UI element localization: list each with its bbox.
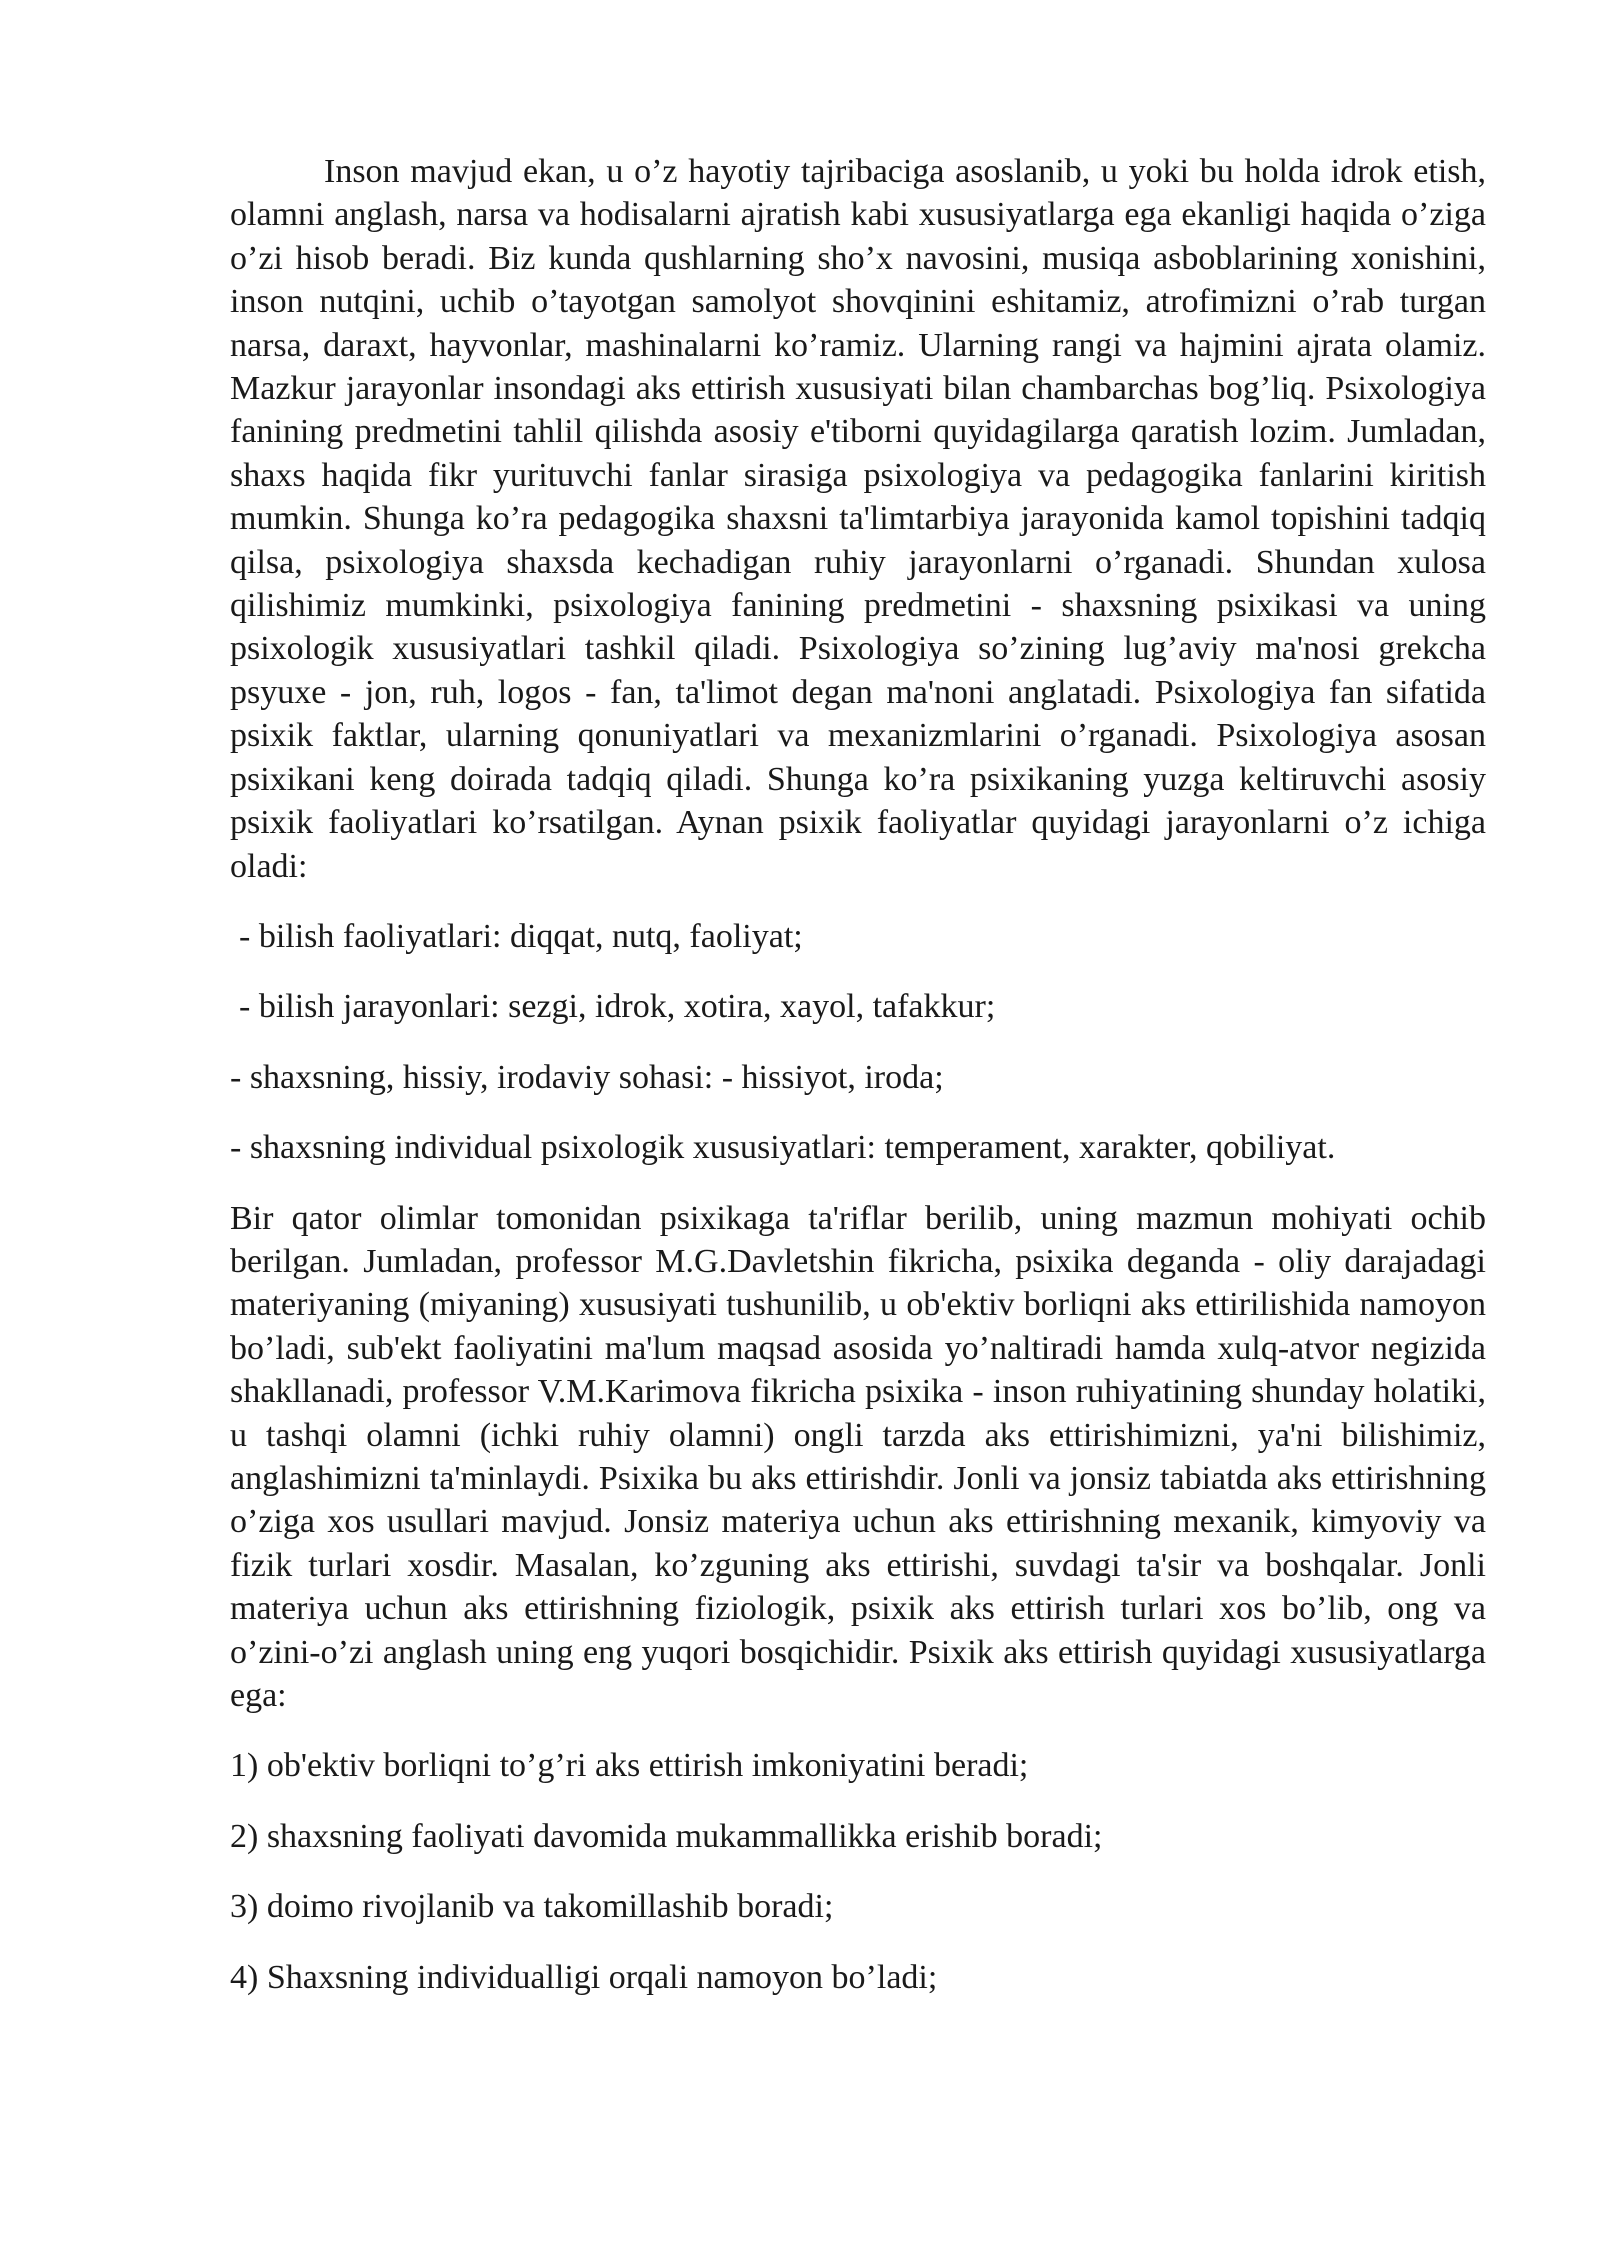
list-item-individual-traits: - shaxsning individual psixologik xususiyatlari: temperament, xarakter, qobiliyat. (230, 1129, 1336, 1167)
list-item-property-1: 1) ob'ektiv borliqni to’g’ri aks ettirish imkoniyatini beradi; (230, 1747, 1029, 1785)
activities-list (230, 915, 1486, 1170)
list-item-property-3: 3) doimo rivojlanib va takomillashib boradi; (230, 1888, 834, 1926)
list-item-cognitive-processes: - bilish jarayonlari: sezgi, idrok, xotira, xayol, tafakkur; (239, 988, 996, 1026)
list-item-property-2: 2) shaxsning faoliyati davomida mukammallikka erishib boradi; (230, 1817, 1103, 1855)
paragraph-intro: Inson mavjud ekan, u o’z hayotiy tajribaciga asoslanib, u yoki bu holda idrok etish, olamni anglash, narsa va hodisalarni ajratish kabi xususiyatlarga ega ekanligi haqida o’ziga o’zi hisob beradi. Biz kunda qushlarning sho’x navosini, musiqa asboblarining xonishini, inson nutqini, uchib o’tayotgan samolyot shovqinini eshitamiz, atrofimizni o’rab turgan narsa, daraxt, hayvonlar, mashinalarni ko’ramiz. Ularning rangi va hajmini ajrata olamiz. Mazkur jarayonlar insondagi aks ettirish xususiyati bilan chambarchas bog’liq. Psixologiya fanining predmetini tahlil qilishda asosiy e'tiborni quyidagilarga qaratish lozim. Jumladan, shaxs haqida fikr yurituvchi fanlar sirasiga psixologiya va pedagogika fanlarini kiritish mumkin. Shunga ko’ra pedagogika shaxsni ta'limtarbiya jarayonida kamol topishini tadqiq qilsa, psixologiya shaxsda kechadigan ruhiy jarayonlarni o’rganadi. Shundan xulosa qilishimiz mumkinki, psixologiya fanining predmetini - shaxsning psixikasi va uning psixologik xususiyatlari tashkil qiladi. Psixologiya so’zining lug’aviy ma'nosi grekcha psyuxe - jon, ruh, logos - fan, ta'limot degan ma'noni anglatadi. Psixologiya fan sifatida psixik faktlar, ularning qonuniyatlari va mexanizmlarini o’rganadi. Psixologiya asosan psixikani keng doirada tadqiq qiladi. Shunga ko’ra psixikaning yuzga keltiruvchi asosiy psixik faoliyatlari ko’rsatilgan. Aynan psixik faoliyatlar quyidagi jarayonlarni o’z ichiga oladi: (230, 153, 1486, 885)
list-item-property-4: 4) Shaxsning individualligi orqali namoyon bo’ladi; (230, 1958, 938, 1996)
paragraph-definitions: Bir qator olimlar tomonidan psixikaga ta'riflar berilib, uning mazmun mohiyati ochib berilgan. Jumladan, professor M.G.Davletshin fikricha, psixika deganda - oliy darajadagi materiyaning (miyaning) xususiyati tushunilib, u ob'ektiv borliqni aks ettirilishida namoyon bo’ladi, sub'ekt faoliyatini ma'lum maqsad asosida yo’naltiradi hamda xulq-atvor negizida shakllanadi, professor V.M.Karimova fikricha psixika - inson ruhiyatining shunday holatiki, u tashqi olamni (ichki ruhiy olamni) ongli tarzda aks ettirishimizni, ya'ni bilishimiz, anglashimizni ta'minlaydi. Psixika bu aks ettirishdir. Jonli va jonsiz tabiatda aks ettirishning o’ziga xos usullari mavjud. Jonsiz materiya uchun aks ettirishning mexanik, kimyoviy va fizik turlari xosdir. Masalan, ko’zguning aks ettirishi, suvdagi ta'sir va boshqalar. Jonli materiya uchun aks ettirishning fiziologik, psixik aks ettirish turlari xos bo’lib, ong va o’zini-o’zi anglash uning eng yuqori bosqichidir. Psixik aks ettirish quyidagi xususiyatlarga ega: (230, 1199, 1486, 1714)
reflection-properties-list (230, 1744, 1486, 1999)
document-page (230, 150, 1486, 1999)
list-item-emotional-volitional: - shaxsning, hissiy, irodaviy sohasi: - hissiyot, iroda; (230, 1058, 944, 1096)
list-item-cognitive-activities: - bilish faoliyatlari: diqqat, nutq, faoliyat; (239, 917, 803, 955)
